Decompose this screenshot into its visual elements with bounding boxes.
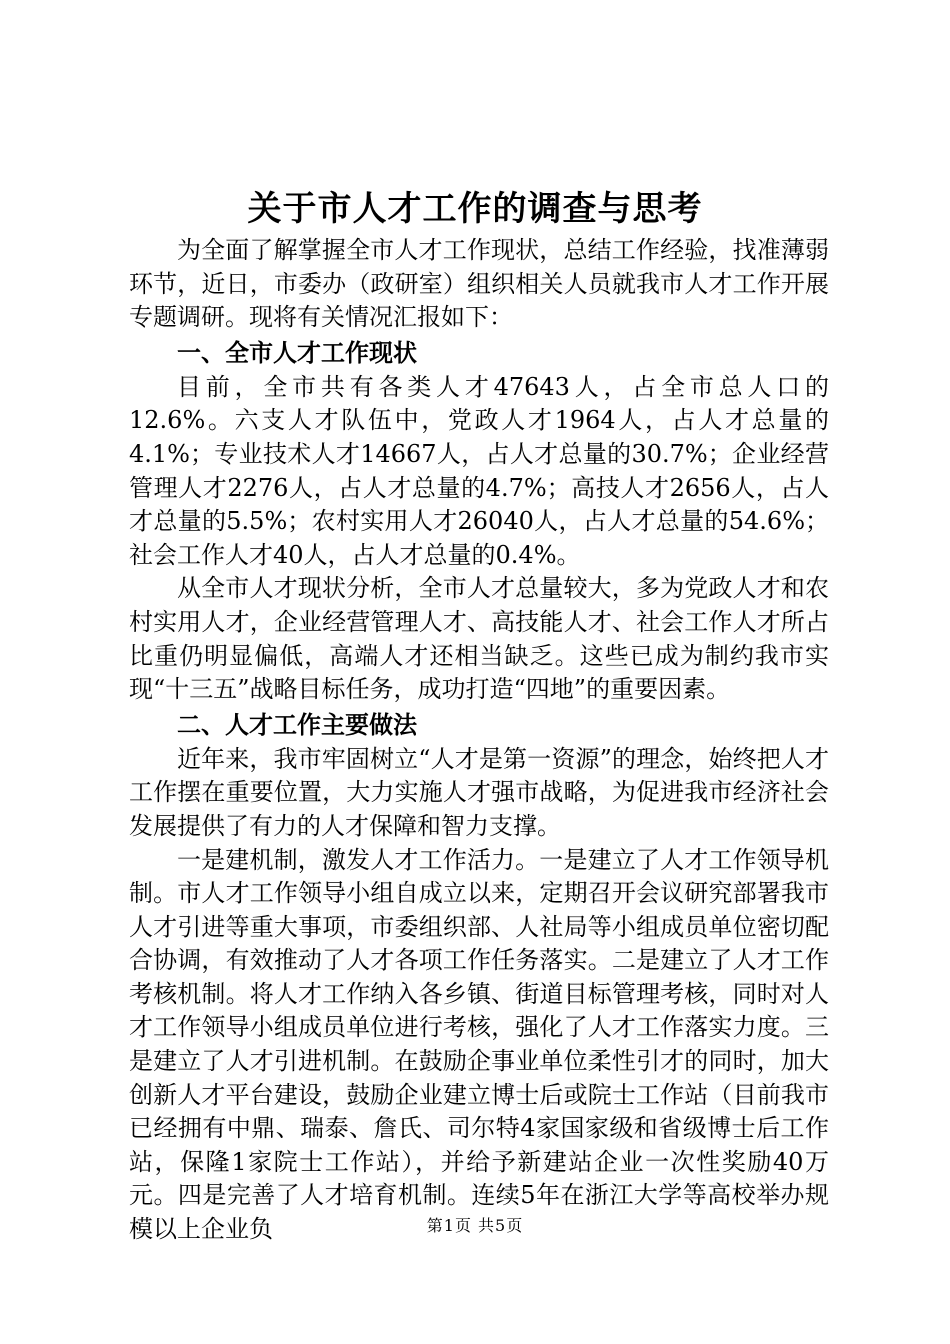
- section1-paragraph-1: 目前，全市共有各类人才47643人，占全市总人口的12.6%。六支人才队伍中，党政人才1964人，占人才总量的4.1%；专业技术人才14667人，占人才总量的30.7%；企业经营管理人才2276人，占人才总量的4.7%；高技人才2656人，占人才总量的5.5%；农村实用人才26040人，占人才总量的54.6%；社会工作人才40人，占人才总量的0.4%。: [129, 372, 829, 569]
- page-footer: 第1页 共5页: [426, 1216, 524, 1235]
- section-heading-2: 二、人才工作主要做法: [177, 710, 417, 739]
- intro-paragraph: 为全面了解掌握全市人才工作现状，总结工作经验，找准薄弱环节，近日，市委办（政研室）组织相关人员就我市人才工作开展专题调研。现将有关情况汇报如下：: [129, 236, 829, 332]
- document-title: 关于市人才工作的调查与思考: [247, 189, 703, 229]
- section1-paragraph-2: 从全市人才现状分析，全市人才总量较大，多为党政人才和农村实用人才，企业经营管理人才、高技能人才、社会工作人才所占比重仍明显偏低，高端人才还相当缺乏。这些已成为制约我市实现“十三五”战略目标任务，成功打造“四地”的重要因素。: [129, 574, 829, 704]
- section-heading-1: 一、全市人才工作现状: [177, 338, 417, 367]
- document-body: [129, 234, 829, 1247]
- section2-paragraph-2: 一是建机制，激发人才工作活力。一是建立了人才工作领导机制。市人才工作领导小组自成立以来，定期召开会议研究部署我市人才引进等重大事项，市委组织部、人社局等小组成员单位密切配合协调，有效推动了人才各项工作任务落实。二是建立了人才工作考核机制。将人才工作纳入各乡镇、街道目标管理考核，同时对人才工作领导小组成员单位进行考核，强化了人才工作落实力度。三是建立了人才引进机制。在鼓励企事业单位柔性引才的同时，加大创新人才平台建设，鼓励企业建立博士后或院士工作站（目前我市已经拥有中鼎、瑞泰、詹氏、司尔特4家国家级和省级博士后工作站，保隆1家院士工作站），并给予新建站企业一次性奖励40万元。四是完善了人才培育机制。连续5年在浙江大学等高校举办规模以上企业负: [129, 845, 829, 1244]
- section2-paragraph-1: 近年来，我市牢固树立“人才是第一资源”的理念，始终把人才工作摆在重要位置，大力实施人才强市战略，为促进我市经济社会发展提供了有力的人才保障和智力支撑。: [129, 744, 829, 840]
